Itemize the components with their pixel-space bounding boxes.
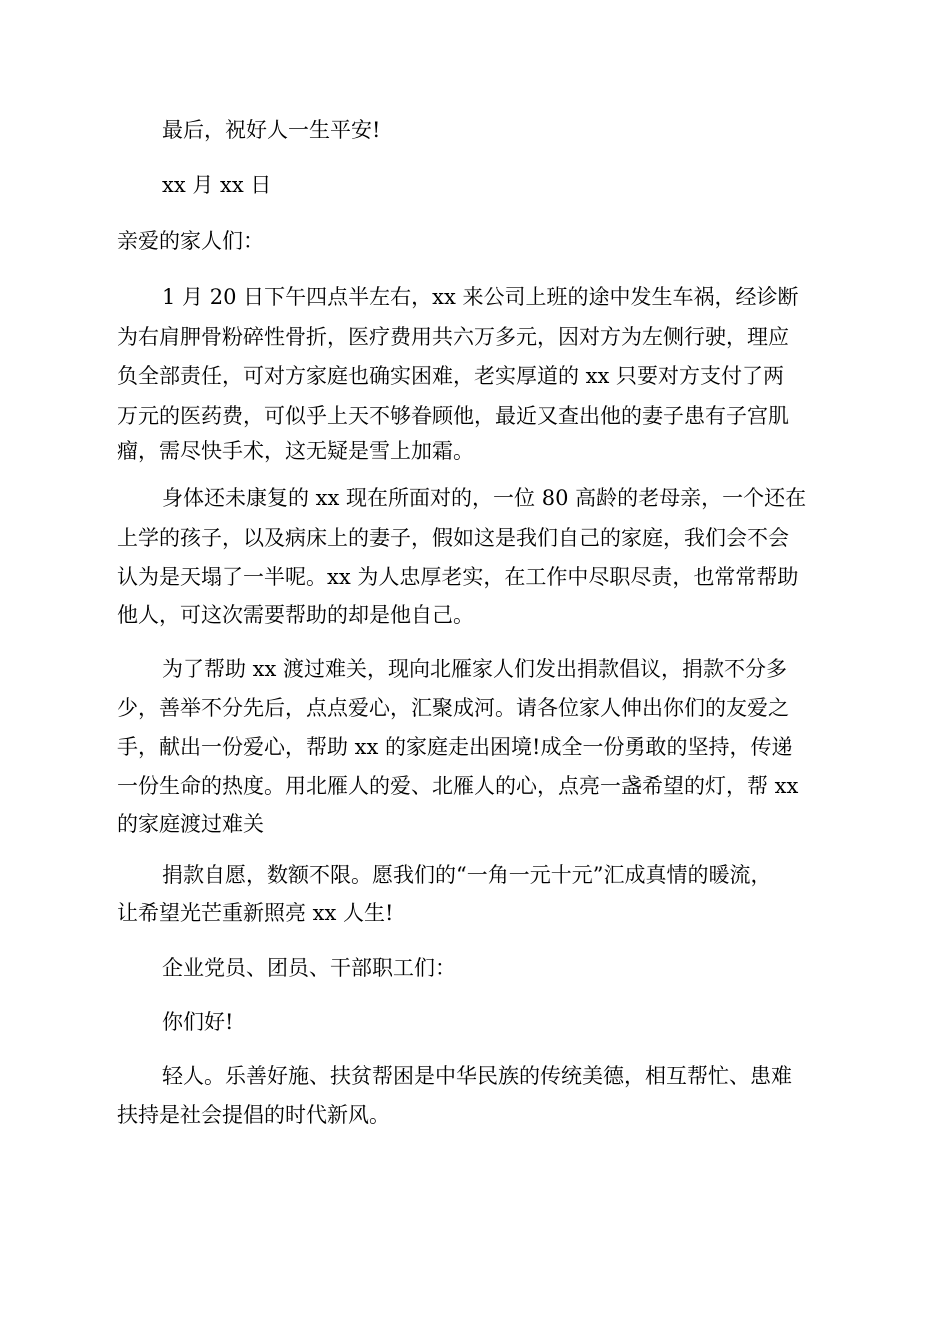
- paragraph-1-line-3: 负全部责任，可对方家庭也确实困难，老实厚道的 xx 只要对方支付了两: [117, 364, 785, 388]
- paragraph-2-line-3: 认为是天塌了一半呢。xx 为人忠厚老实，在工作中尽职尽责，也常常帮助: [117, 565, 799, 589]
- salutation-family: 亲爱的家人们：: [117, 229, 264, 253]
- paragraph-1-line-1: 1 月 20 日下午四点半左右，xx 来公司上班的途中发生车祸，经诊断: [162, 285, 799, 309]
- paragraph-2-line-2: 上学的孩子，以及病床上的妻子，假如这是我们自己的家庭，我们会不会: [117, 526, 789, 550]
- paragraph-2-line-1: 身体还未康复的 xx 现在所面对的，一位 80 高龄的老母亲，一个还在: [162, 486, 807, 510]
- paragraph-1-line-5: 瘤，需尽快手术，这无疑是雪上加霜。: [117, 439, 474, 463]
- paragraph-3-line-1: 为了帮助 xx 渡过难关，现向北雁家人们发出捐款倡议，捐款不分多: [162, 657, 788, 681]
- paragraph-1-line-4: 万元的医药费，可似乎上天不够眷顾他，最近又查出他的妻子患有子宫肌: [117, 404, 789, 428]
- paragraph-4-line-1: 捐款自愿，数额不限。愿我们的“一角一元十元”汇成真情的暖流，: [162, 863, 772, 887]
- paragraph-5-line-2: 扶持是社会提倡的时代新风。: [117, 1103, 390, 1127]
- paragraph-1-line-2: 为右肩胛骨粉碎性骨折，医疗费用共六万多元，因对方为左侧行驶，理应: [117, 325, 789, 349]
- paragraph-2-line-4: 他人，可这次需要帮助的却是他自己。: [117, 603, 474, 627]
- paragraph-3-line-5: 的家庭渡过难关: [117, 812, 264, 836]
- paragraph-5-line-1: 轻人。乐善好施、扶贫帮困是中华民族的传统美德，相互帮忙、患难: [162, 1064, 792, 1088]
- paragraph-4-line-2: 让希望光芒重新照亮 xx 人生!: [117, 901, 394, 925]
- paragraph-3-line-3: 手，献出一份爱心，帮助 xx 的家庭走出困境!成全一份勇敢的坚持，传递: [117, 735, 793, 759]
- paragraph-3-line-4: 一份生命的热度。用北雁人的爱、北雁人的心，点亮一盏希望的灯，帮 xx: [117, 774, 799, 798]
- greeting: 你们好!: [162, 1010, 234, 1034]
- salutation-staff: 企业党员、团员、干部职工们：: [162, 956, 456, 980]
- date-line: xx 月 xx 日: [162, 173, 272, 197]
- closing-wish: 最后，祝好人一生平安!: [162, 118, 381, 142]
- paragraph-3-line-2: 少，善举不分先后，点点爱心，汇聚成河。请各位家人伸出你们的友爱之: [117, 696, 789, 720]
